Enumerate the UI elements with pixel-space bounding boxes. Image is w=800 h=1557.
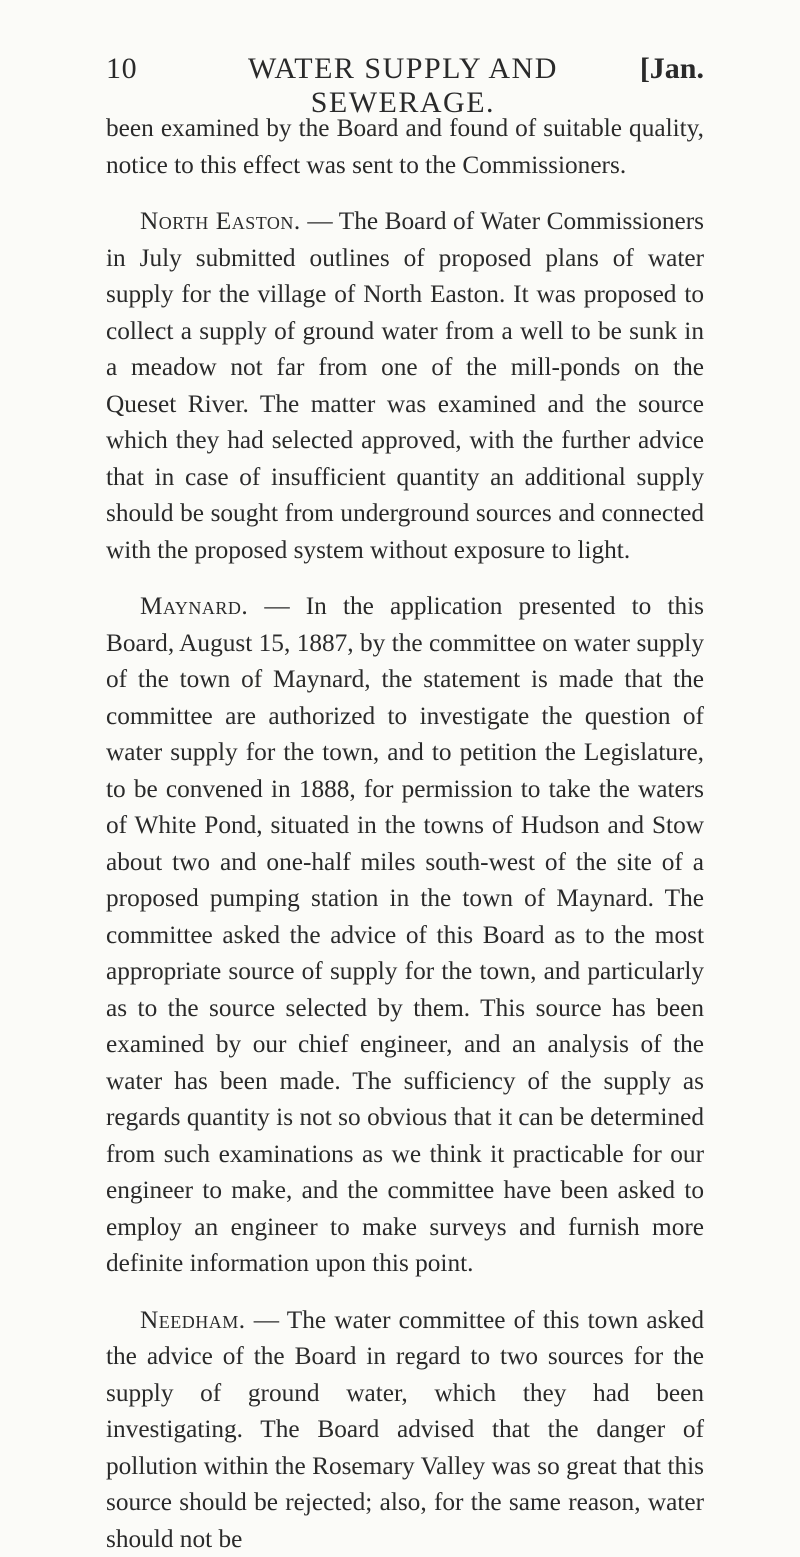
body-text bbox=[106, 110, 704, 1557]
paragraph-lead: Needham. bbox=[140, 1306, 246, 1334]
paragraph-maynard bbox=[106, 588, 704, 1282]
paragraph-north-easton bbox=[106, 203, 704, 568]
paragraph-continuation bbox=[106, 110, 704, 183]
paragraph-text: — The water committee of this town asked the advice of the Board in regard to two sources for the supply of ground water, which they had been investigating. The Board advised that the danger of pollution within the Rosemary Valley was so great that this source should be rejected; also, for the same reason, water should not be bbox=[106, 1306, 704, 1553]
paragraph-needham bbox=[106, 1302, 704, 1557]
paragraph-text: — The Board of Water Commissioners in July submitted outlines of proposed plans of water supply for the village of North Easton. It was proposed to collect a supply of ground water from a well to be sunk in a meadow not far from one of the mill-ponds on the Queset River. The matter was examined and the source which they had selected approved, with the further advice that in case of insufficient quantity an additional supply should be sought from underground sources and connected with the proposed system without exposure to light. bbox=[106, 207, 704, 564]
running-head bbox=[106, 52, 704, 92]
paragraph-lead: Maynard. bbox=[140, 592, 248, 620]
paragraph-lead: North Easton. bbox=[140, 207, 301, 235]
page-number: 10 bbox=[106, 52, 166, 86]
running-title: WATER SUPPLY AND SEWERAGE. bbox=[166, 52, 640, 120]
paragraph-text: been examined by the Board and found of suitable quality, notice to this effect was sent to the Commissioners. bbox=[106, 114, 704, 179]
paragraph-text: — In the application presented to this Board, August 15, 1887, by the committee on water supply of the town of Maynard, the statement is made that the committee are authorized to investigate the question of water supply for the town, and to petition the Legislature, to be convened in 1888, for permission to take the waters of White Pond, situated in the towns of Hudson and Stow about two and one-half miles south-west of the site of a proposed pumping station in the town of Maynard. The committee asked the advice of this Board as to the most appropriate source of supply for the town, and particularly as to the source selected by them. This source has been examined by our chief engineer, and an analysis of the water has been made. The sufficiency of the supply as regards quantity is not so obvious that it can be determined from such examinations as we think it practicable for our engineer to make, and the committee have been asked to employ an engineer to make surveys and furnish more definite information upon this point. bbox=[106, 592, 704, 1277]
running-date: [Jan. bbox=[640, 52, 704, 86]
